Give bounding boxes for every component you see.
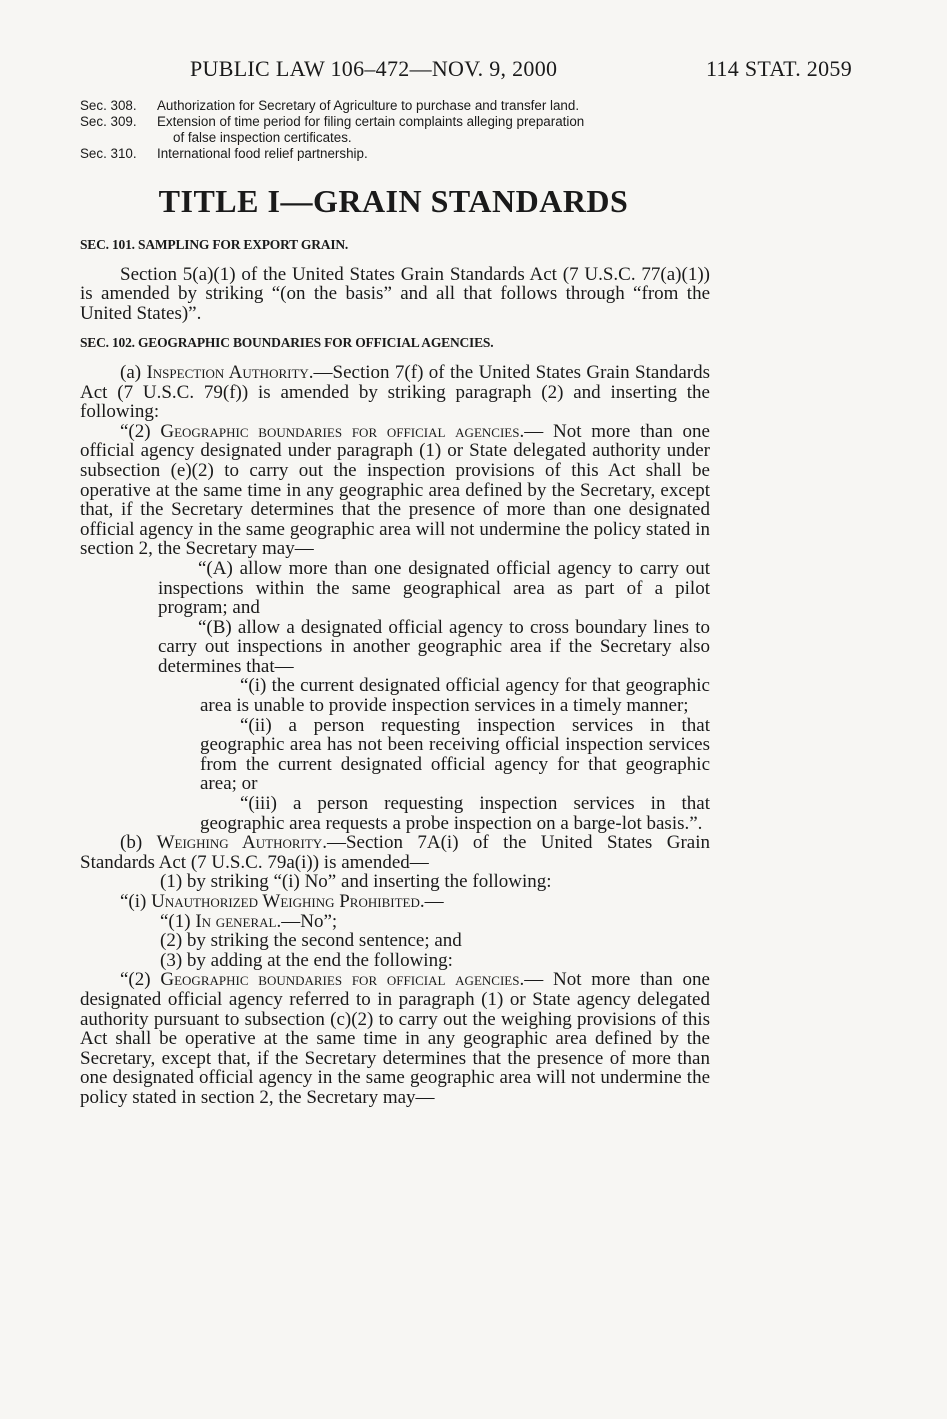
header-stat-page: 114 STAT. 2059 xyxy=(705,56,852,81)
inserted-heading-i xyxy=(120,892,710,912)
inserted-paragraph-1 xyxy=(120,912,710,932)
toc-text: International food relief partnership. xyxy=(157,146,368,161)
amendment-2: (2) by striking the second sentence; and xyxy=(160,930,462,952)
clause-iii: “(iii) a person requesting inspection services in that geographic area requests a probe inspection on a barge-lot basis.”. xyxy=(200,793,710,834)
paragraph-a2-heading: Geographic boundaries for official agencies. xyxy=(160,420,525,442)
toc-item xyxy=(80,98,720,114)
subsection-a-label: (a) xyxy=(120,361,147,383)
subsection-a xyxy=(80,363,710,422)
inserted-1-label: “(1) xyxy=(160,910,196,932)
document-body xyxy=(80,235,710,1108)
section-102-heading: SEC. 102. GEOGRAPHIC BOUNDARIES FOR OFFICIAL AGENCIES. xyxy=(80,335,494,351)
inserted-1-text: —No”; xyxy=(281,910,338,932)
toc-number: Sec. 309. xyxy=(80,114,137,129)
toc-number: Sec. 310. xyxy=(80,146,137,161)
header-public-law: PUBLIC LAW 106–472—NOV. 9, 2000 xyxy=(190,56,558,81)
paragraph-a2-label: “(2) xyxy=(120,420,161,442)
amendment-1: (1) by striking “(i) No” and inserting the following: xyxy=(160,871,552,893)
clause-ii: “(ii) a person requesting inspection services in that geographic area has not been receiving official inspection services from the current designated official agency for that geographic area; or xyxy=(200,714,710,795)
toc-text-continued: of false inspection certificates. xyxy=(173,130,352,145)
inserted-1-heading: In general. xyxy=(195,910,282,932)
title-heading: TITLE I—GRAIN STANDARDS xyxy=(158,183,629,219)
amendment-3: (3) by adding at the end the following: xyxy=(160,949,453,971)
paragraph-a2 xyxy=(80,422,710,559)
inserted-2-label: “(2) xyxy=(120,969,161,991)
subsection-b-heading: Weighing Authority. xyxy=(156,832,327,854)
toc-item xyxy=(80,146,720,162)
inserted-2-text: — Not more than one designated official agency referred to in paragraph (1) or State agency delegated authority pursuant to subsection (c)(2) to carry out the weighing provisions of this Act shall be operative at the same time in any geographic area defined by the Secretary, except that, if the Secretary determines that the presence of more than one designated official agency in the same geographic area will not undermine the policy stated in section 2, the Secretary may— xyxy=(80,969,710,1108)
paragraph-a2-text: — Not more than one official agency designated under paragraph (1) or State delegated authority under subsection (e)(2) to carry out the inspection provisions of this Act shall be operative at the same time in any geographic area defined by the Secretary, except that, if the Secretary determines that the presence of more than one designated official agency in the same geographic area will not undermine the policy stated in section 2, the Secretary may— xyxy=(80,420,710,560)
running-head xyxy=(190,56,852,86)
clause-i: “(i) the current designated official agency for that geographic area is unable to provide inspection services in a timely manner; xyxy=(200,675,710,717)
inserted-i-label: “(i) xyxy=(120,891,152,912)
subsection-b-text: —Section 7A(i) of the United States Grain Standards Act (7 U.S.C. 79a(i)) is amended— xyxy=(80,832,711,873)
table-of-contents xyxy=(80,98,720,162)
toc-text: Authorization for Secretary of Agriculture to purchase and transfer land. xyxy=(157,98,580,113)
clause-A: “(A) allow more than one designated official agency to carry out inspections within the same geographical area as part of a pilot program; and xyxy=(158,557,710,619)
subsection-a-heading: Inspection Authority. xyxy=(146,361,314,383)
subsection-b xyxy=(80,833,710,872)
inserted-i-heading: Unauthorized Weighing Prohibited. xyxy=(151,891,425,912)
toc-item xyxy=(80,114,720,146)
subsection-b-label: (b) xyxy=(120,832,157,854)
inserted-paragraph-2 xyxy=(80,970,710,1107)
toc-text: Extension of time period for filing certain complaints alleging preparation xyxy=(157,114,585,129)
toc-number: Sec. 308. xyxy=(80,98,137,113)
clause-B: “(B) allow a designated official agency to cross boundary lines to carry out inspections in another geographic area if the Secretary also determines that— xyxy=(158,616,710,677)
subsection-a-text: —Section 7(f) of the United States Grain Standards Act (7 U.S.C. 79(f)) is amended by striking paragraph (2) and inserting the following: xyxy=(80,361,710,423)
section-101-text: Section 5(a)(1) of the United States Grain Standards Act (7 U.S.C. 77(a)(1)) is amended by striking “(on the basis” and all that follows through “from the United States)”. xyxy=(80,263,710,324)
inserted-i-dash: — xyxy=(424,891,444,912)
inserted-2-heading: Geographic boundaries for official agencies. xyxy=(160,969,525,991)
section-101-heading: SEC. 101. SAMPLING FOR EXPORT GRAIN. xyxy=(80,237,349,252)
